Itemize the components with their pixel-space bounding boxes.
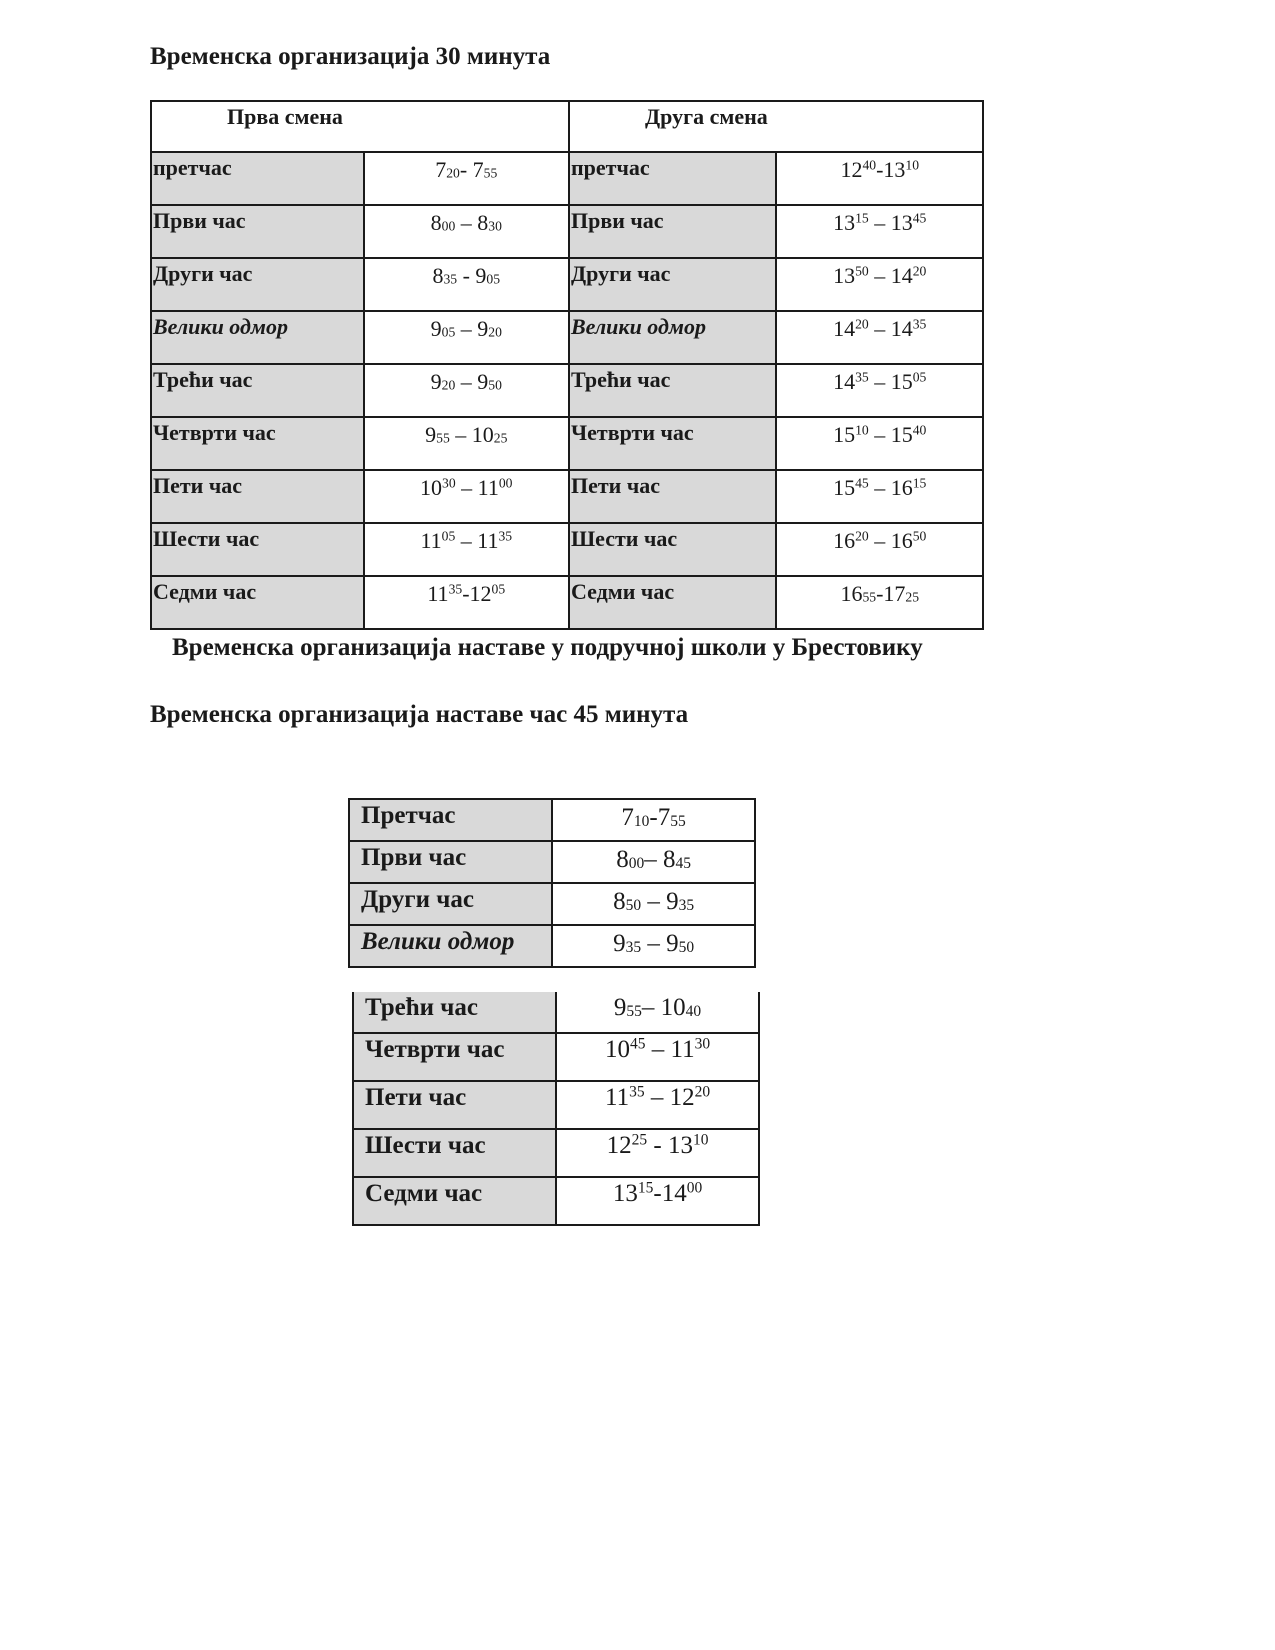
period-time: $11^{05} - 11^{35}$ xyxy=(364,523,569,576)
period-time: $11^{35} - 12^{20}$ xyxy=(556,1081,759,1129)
period-label: Пети час xyxy=(569,470,776,523)
period-time: $10^{30} - 11^{00}$ xyxy=(364,470,569,523)
table-row xyxy=(353,1033,759,1081)
period-time: $11^{35}-12^{05}$ xyxy=(364,576,569,629)
period-label: Четврти час xyxy=(569,417,776,470)
table-row xyxy=(151,576,983,629)
period-time: $9_{55} - 10_{25}$ xyxy=(364,417,569,470)
table-row xyxy=(353,1129,759,1177)
period-time: $16^{20} - 16^{50}$ xyxy=(776,523,983,576)
period-label: Седми час xyxy=(151,576,364,629)
period-time: $13^{15} - 13^{45}$ xyxy=(776,205,983,258)
period-label: Четврти час xyxy=(353,1033,556,1081)
period-label: Први час xyxy=(151,205,364,258)
period-time: $9_{55}-$ $10_{40}$ xyxy=(556,992,759,1033)
period-time: $7_{10}-7_{55}$ xyxy=(552,799,755,841)
table-row xyxy=(151,417,983,470)
period-time: $9_{20} - 9_{50}$ xyxy=(364,364,569,417)
period-time: $13^{15}-14^{00}$ xyxy=(556,1177,759,1225)
period-label: Шести час xyxy=(151,523,364,576)
schedule-table-45-min-part2 xyxy=(352,992,760,1226)
table-row xyxy=(349,883,755,925)
period-label: Други час xyxy=(349,883,552,925)
period-label: Претчас xyxy=(349,799,552,841)
table-row xyxy=(151,205,983,258)
period-label: Трећи час xyxy=(569,364,776,417)
period-time: $8_{50} - 9_{35}$ xyxy=(552,883,755,925)
table-row xyxy=(151,523,983,576)
period-time: $14^{35} - 15^{05}$ xyxy=(776,364,983,417)
period-label: Шести час xyxy=(569,523,776,576)
table-row xyxy=(151,470,983,523)
table-row xyxy=(151,258,983,311)
table-row xyxy=(151,311,983,364)
period-time: $8_{00}-$ $8_{45}$ xyxy=(552,841,755,883)
heading-brestovik-school: Временска организација наставе у подручној школи у Брестовику xyxy=(172,634,923,661)
period-time: $15^{45} - 16^{15}$ xyxy=(776,470,983,523)
table-row xyxy=(349,925,755,967)
period-time: $12^{40}-13^{10}$ xyxy=(776,152,983,205)
period-label: претчас xyxy=(151,152,364,205)
heading-30-minutes: Временска организација 30 минута xyxy=(150,43,551,70)
period-label: Трећи час xyxy=(353,992,556,1033)
period-time: $7_{20}-$ $7_{55}$ xyxy=(364,152,569,205)
period-label: Седми час xyxy=(569,576,776,629)
period-time: $16_{55}-17_{25}$ xyxy=(776,576,983,629)
period-time: $9_{05} - 9_{20}$ xyxy=(364,311,569,364)
second-shift-header: Друга смена xyxy=(569,101,983,152)
period-label: Четврти час xyxy=(151,417,364,470)
period-time: $9_{35} - 9_{50}$ xyxy=(552,925,755,967)
period-label: Пети час xyxy=(151,470,364,523)
period-time: $8_{35} - 9_{05}$ xyxy=(364,258,569,311)
table-header-row xyxy=(151,101,983,152)
table-row xyxy=(151,152,983,205)
period-label: Велики одмор xyxy=(151,311,364,364)
period-label: Велики одмор xyxy=(349,925,552,967)
period-time: $12^{25} - 13^{10}$ xyxy=(556,1129,759,1177)
table-row xyxy=(349,841,755,883)
period-time: $8_{00} - 8_{30}$ xyxy=(364,205,569,258)
period-label: Велики одмор xyxy=(569,311,776,364)
schedule-table-30-min xyxy=(150,100,984,630)
period-label: Први час xyxy=(569,205,776,258)
period-label: Други час xyxy=(569,258,776,311)
table-row xyxy=(151,364,983,417)
period-label: Седми час xyxy=(353,1177,556,1225)
period-label: претчас xyxy=(569,152,776,205)
first-shift-header: Прва смена xyxy=(151,101,569,152)
period-time: $15^{10} - 15^{40}$ xyxy=(776,417,983,470)
table-row xyxy=(353,1177,759,1225)
table-row xyxy=(349,799,755,841)
period-label: Пети час xyxy=(353,1081,556,1129)
period-label: Први час xyxy=(349,841,552,883)
period-time: $10^{45} - 11^{30}$ xyxy=(556,1033,759,1081)
period-time: $13^{50} - 14^{20}$ xyxy=(776,258,983,311)
heading-45-minutes: Временска организација наставе час 45 минута xyxy=(150,701,689,728)
period-time: $14^{20} - 14^{35}$ xyxy=(776,311,983,364)
table-row xyxy=(353,992,759,1033)
period-label: Други час xyxy=(151,258,364,311)
period-label: Шести час xyxy=(353,1129,556,1177)
schedule-table-45-min-part1 xyxy=(348,798,756,968)
table-row xyxy=(353,1081,759,1129)
period-label: Трећи час xyxy=(151,364,364,417)
